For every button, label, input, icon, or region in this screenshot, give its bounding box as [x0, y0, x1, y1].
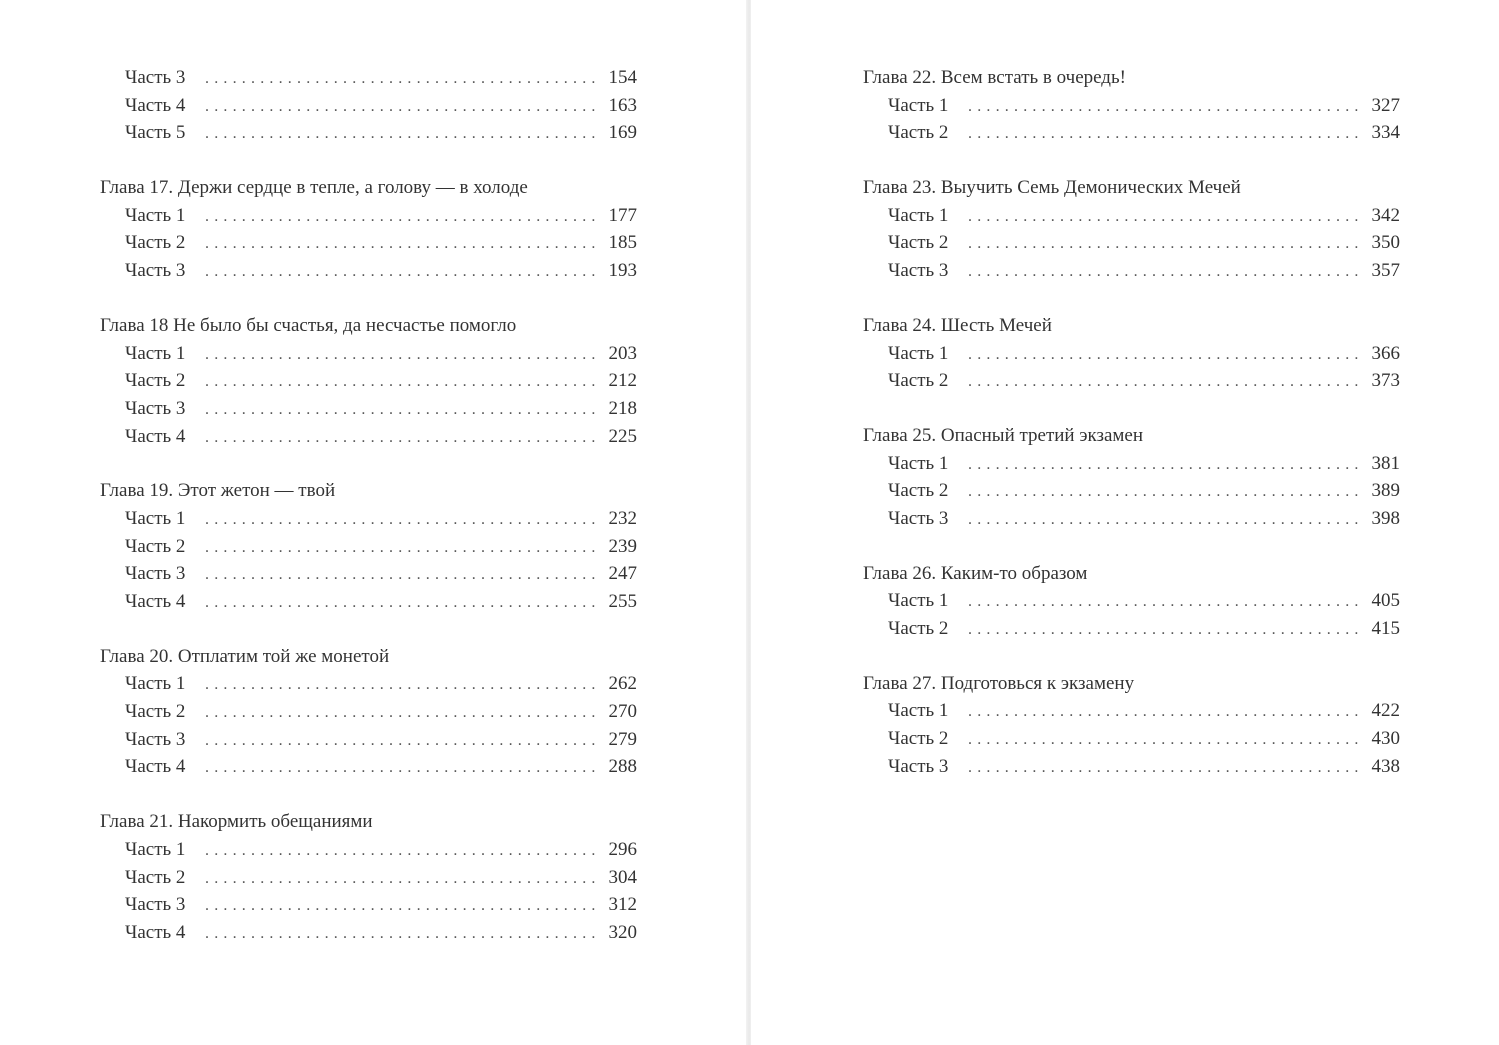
part-label: Часть 1	[888, 452, 949, 474]
chapter-title: Глава 19. Этот жетон — твой	[100, 480, 336, 502]
page-number: 357	[1371, 260, 1400, 282]
part-label: Часть 2	[888, 232, 949, 254]
toc-entry	[100, 726, 637, 754]
page-number: 373	[1371, 370, 1400, 392]
part-label: Часть 3	[888, 507, 949, 529]
part-label: Часть 2	[888, 122, 949, 144]
toc-entry	[863, 725, 1400, 753]
toc-entry	[100, 836, 637, 864]
page-number: 415	[1371, 618, 1400, 639]
part-label: Часть 1	[888, 204, 949, 226]
part-label: Часть 2	[888, 370, 949, 392]
toc-entry	[863, 477, 1400, 505]
dot-leader	[968, 258, 1360, 286]
page-number: 163	[608, 94, 637, 116]
dot-leader	[205, 727, 597, 755]
toc-entry	[100, 202, 637, 230]
right-page	[751, 0, 1499, 1045]
dot-leader	[968, 93, 1360, 121]
part-label: Часть 1	[125, 342, 186, 364]
toc-chapter	[863, 422, 1400, 533]
chapter-title: Глава 22. Всем встать в очередь!	[863, 67, 1126, 88]
part-label: Часть 3	[125, 728, 186, 750]
dot-leader	[205, 203, 597, 231]
dot-leader	[968, 341, 1360, 369]
dot-leader	[968, 478, 1360, 506]
toc-entry	[100, 119, 637, 147]
toc-entry	[100, 64, 637, 92]
toc-entry	[863, 753, 1400, 781]
dot-leader	[205, 671, 597, 699]
toc-chapter	[100, 64, 637, 147]
dot-leader	[968, 588, 1360, 616]
toc-entry	[100, 560, 637, 588]
page-number: 212	[608, 370, 637, 392]
toc-entry	[100, 670, 637, 698]
part-label: Часть 2	[125, 535, 186, 557]
page-number: 320	[608, 921, 637, 943]
dot-leader	[205, 230, 597, 258]
toc-chapter	[100, 312, 637, 450]
dot-leader	[205, 120, 597, 148]
page-number: 389	[1371, 480, 1400, 502]
part-label: Часть 3	[125, 397, 186, 419]
chapter-title: Глава 25. Опасный третий экзамен	[863, 424, 1144, 446]
page-number: 247	[608, 563, 637, 585]
part-label: Часть 4	[125, 756, 186, 778]
left-page	[0, 0, 748, 1045]
part-label: Часть 2	[888, 728, 949, 750]
part-label: Часть 1	[888, 700, 949, 722]
page-number: 312	[608, 894, 637, 916]
toc-chapter	[863, 174, 1400, 285]
toc-entry	[863, 367, 1400, 395]
page-number: 225	[608, 425, 637, 447]
chapter-title: Глава 24. Шесть Мечей	[863, 314, 1052, 336]
part-label: Часть 1	[888, 94, 949, 116]
part-label: Часть 1	[888, 342, 949, 364]
dot-leader	[968, 506, 1360, 534]
page-number: 398	[1371, 507, 1400, 529]
dot-leader	[205, 506, 597, 534]
dot-leader	[205, 341, 597, 369]
dot-leader	[205, 920, 597, 948]
page-number: 304	[608, 866, 637, 888]
toc-chapter	[863, 64, 1400, 147]
part-label: Часть 1	[888, 590, 949, 612]
dot-leader	[205, 865, 597, 893]
toc-entry	[100, 423, 637, 451]
page-number: 154	[608, 67, 637, 88]
toc-chapter	[100, 477, 637, 615]
table-of-contents-left	[100, 64, 637, 974]
toc-entry	[863, 697, 1400, 725]
page-number: 342	[1371, 204, 1400, 226]
page-number: 262	[608, 673, 637, 695]
toc-entry	[863, 450, 1400, 478]
page-number: 405	[1371, 590, 1400, 612]
part-label: Часть 3	[888, 260, 949, 282]
chapter-title: Глава 20. Отплатим той же монетой	[100, 645, 390, 667]
toc-entry	[100, 92, 637, 120]
part-label: Часть 2	[125, 701, 186, 723]
dot-leader	[205, 93, 597, 121]
toc-entry	[863, 119, 1400, 147]
dot-leader	[968, 698, 1360, 726]
table-of-contents-right	[863, 64, 1400, 807]
toc-entry	[863, 257, 1400, 285]
part-label: Часть 2	[125, 866, 186, 888]
dot-leader	[205, 754, 597, 782]
toc-chapter	[863, 312, 1400, 395]
page-number: 270	[608, 701, 637, 723]
toc-chapter	[100, 808, 637, 946]
dot-leader	[205, 561, 597, 589]
part-label: Часть 3	[125, 563, 186, 585]
dot-leader	[205, 65, 597, 93]
toc-entry	[100, 257, 637, 285]
dot-leader	[205, 892, 597, 920]
toc-entry	[863, 92, 1400, 120]
chapter-title: Глава 23. Выучить Семь Демонических Мечей	[863, 177, 1241, 199]
toc-chapter	[863, 560, 1400, 643]
dot-leader	[205, 589, 597, 617]
chapter-title: Глава 17. Держи сердце в тепле, а голову — в холоде	[100, 177, 528, 199]
dot-leader	[968, 451, 1360, 479]
chapter-title: Глава 21. Накормить обещаниями	[100, 811, 373, 833]
toc-entry	[100, 533, 637, 561]
page-number: 239	[608, 535, 637, 557]
toc-chapter	[100, 174, 637, 285]
page-number: 185	[608, 232, 637, 254]
page-number: 288	[608, 756, 637, 778]
page-number: 255	[608, 591, 637, 612]
toc-entry	[100, 367, 637, 395]
part-label: Часть 4	[125, 591, 186, 612]
page-number: 279	[608, 728, 637, 750]
toc-entry	[863, 340, 1400, 368]
dot-leader	[968, 120, 1360, 148]
toc-entry	[863, 505, 1400, 533]
dot-leader	[205, 258, 597, 286]
toc-chapter	[863, 670, 1400, 781]
part-label: Часть 1	[125, 507, 186, 529]
dot-leader	[968, 230, 1360, 258]
part-label: Часть 2	[125, 232, 186, 254]
page-number: 193	[608, 260, 637, 282]
toc-entry	[100, 919, 637, 947]
page-number: 296	[608, 838, 637, 860]
dot-leader	[205, 534, 597, 562]
part-label: Часть 4	[125, 425, 186, 447]
dot-leader	[205, 368, 597, 396]
dot-leader	[968, 368, 1360, 396]
toc-entry	[100, 753, 637, 781]
toc-entry	[100, 505, 637, 533]
chapter-title: Глава 27. Подготовься к экзамену	[863, 672, 1135, 694]
part-label: Часть 2	[888, 480, 949, 502]
part-label: Часть 2	[888, 618, 949, 639]
toc-entry	[100, 229, 637, 257]
toc-entry	[100, 698, 637, 726]
toc-entry	[100, 395, 637, 423]
part-label: Часть 2	[125, 370, 186, 392]
page-number: 177	[608, 204, 637, 226]
dot-leader	[205, 699, 597, 727]
part-label: Часть 3	[125, 894, 186, 916]
part-label: Часть 3	[888, 755, 949, 777]
part-label: Часть 5	[125, 122, 186, 144]
page-number: 438	[1371, 755, 1400, 777]
part-label: Часть 4	[125, 921, 186, 943]
chapter-title: Глава 26. Каким-то образом	[863, 562, 1088, 584]
toc-entry	[863, 615, 1400, 643]
page-number: 422	[1371, 700, 1400, 722]
toc-entry	[100, 864, 637, 892]
chapter-title: Глава 18 Не было бы счастья, да несчастье помогло	[100, 314, 517, 336]
part-label: Часть 3	[125, 67, 186, 88]
page-number: 381	[1371, 452, 1400, 474]
page-number: 218	[608, 397, 637, 419]
toc-entry	[100, 891, 637, 919]
dot-leader	[205, 424, 597, 452]
toc-entry	[863, 229, 1400, 257]
toc-entry	[100, 340, 637, 368]
dot-leader	[205, 837, 597, 865]
toc-entry	[863, 202, 1400, 230]
page-number: 232	[608, 507, 637, 529]
page-number: 327	[1371, 94, 1400, 116]
dot-leader	[968, 616, 1360, 644]
dot-leader	[968, 754, 1360, 782]
part-label: Часть 3	[125, 260, 186, 282]
page-number: 203	[608, 342, 637, 364]
dot-leader	[968, 726, 1360, 754]
page-number: 169	[608, 122, 637, 144]
part-label: Часть 1	[125, 673, 186, 695]
part-label: Часть 4	[125, 94, 186, 116]
dot-leader	[968, 203, 1360, 231]
toc-chapter	[100, 643, 637, 781]
part-label: Часть 1	[125, 204, 186, 226]
page-number: 334	[1371, 122, 1400, 144]
page-number: 366	[1371, 342, 1400, 364]
dot-leader	[205, 396, 597, 424]
toc-entry	[863, 587, 1400, 615]
toc-entry	[100, 588, 637, 616]
page-number: 350	[1371, 232, 1400, 254]
page-number: 430	[1371, 728, 1400, 750]
part-label: Часть 1	[125, 838, 186, 860]
